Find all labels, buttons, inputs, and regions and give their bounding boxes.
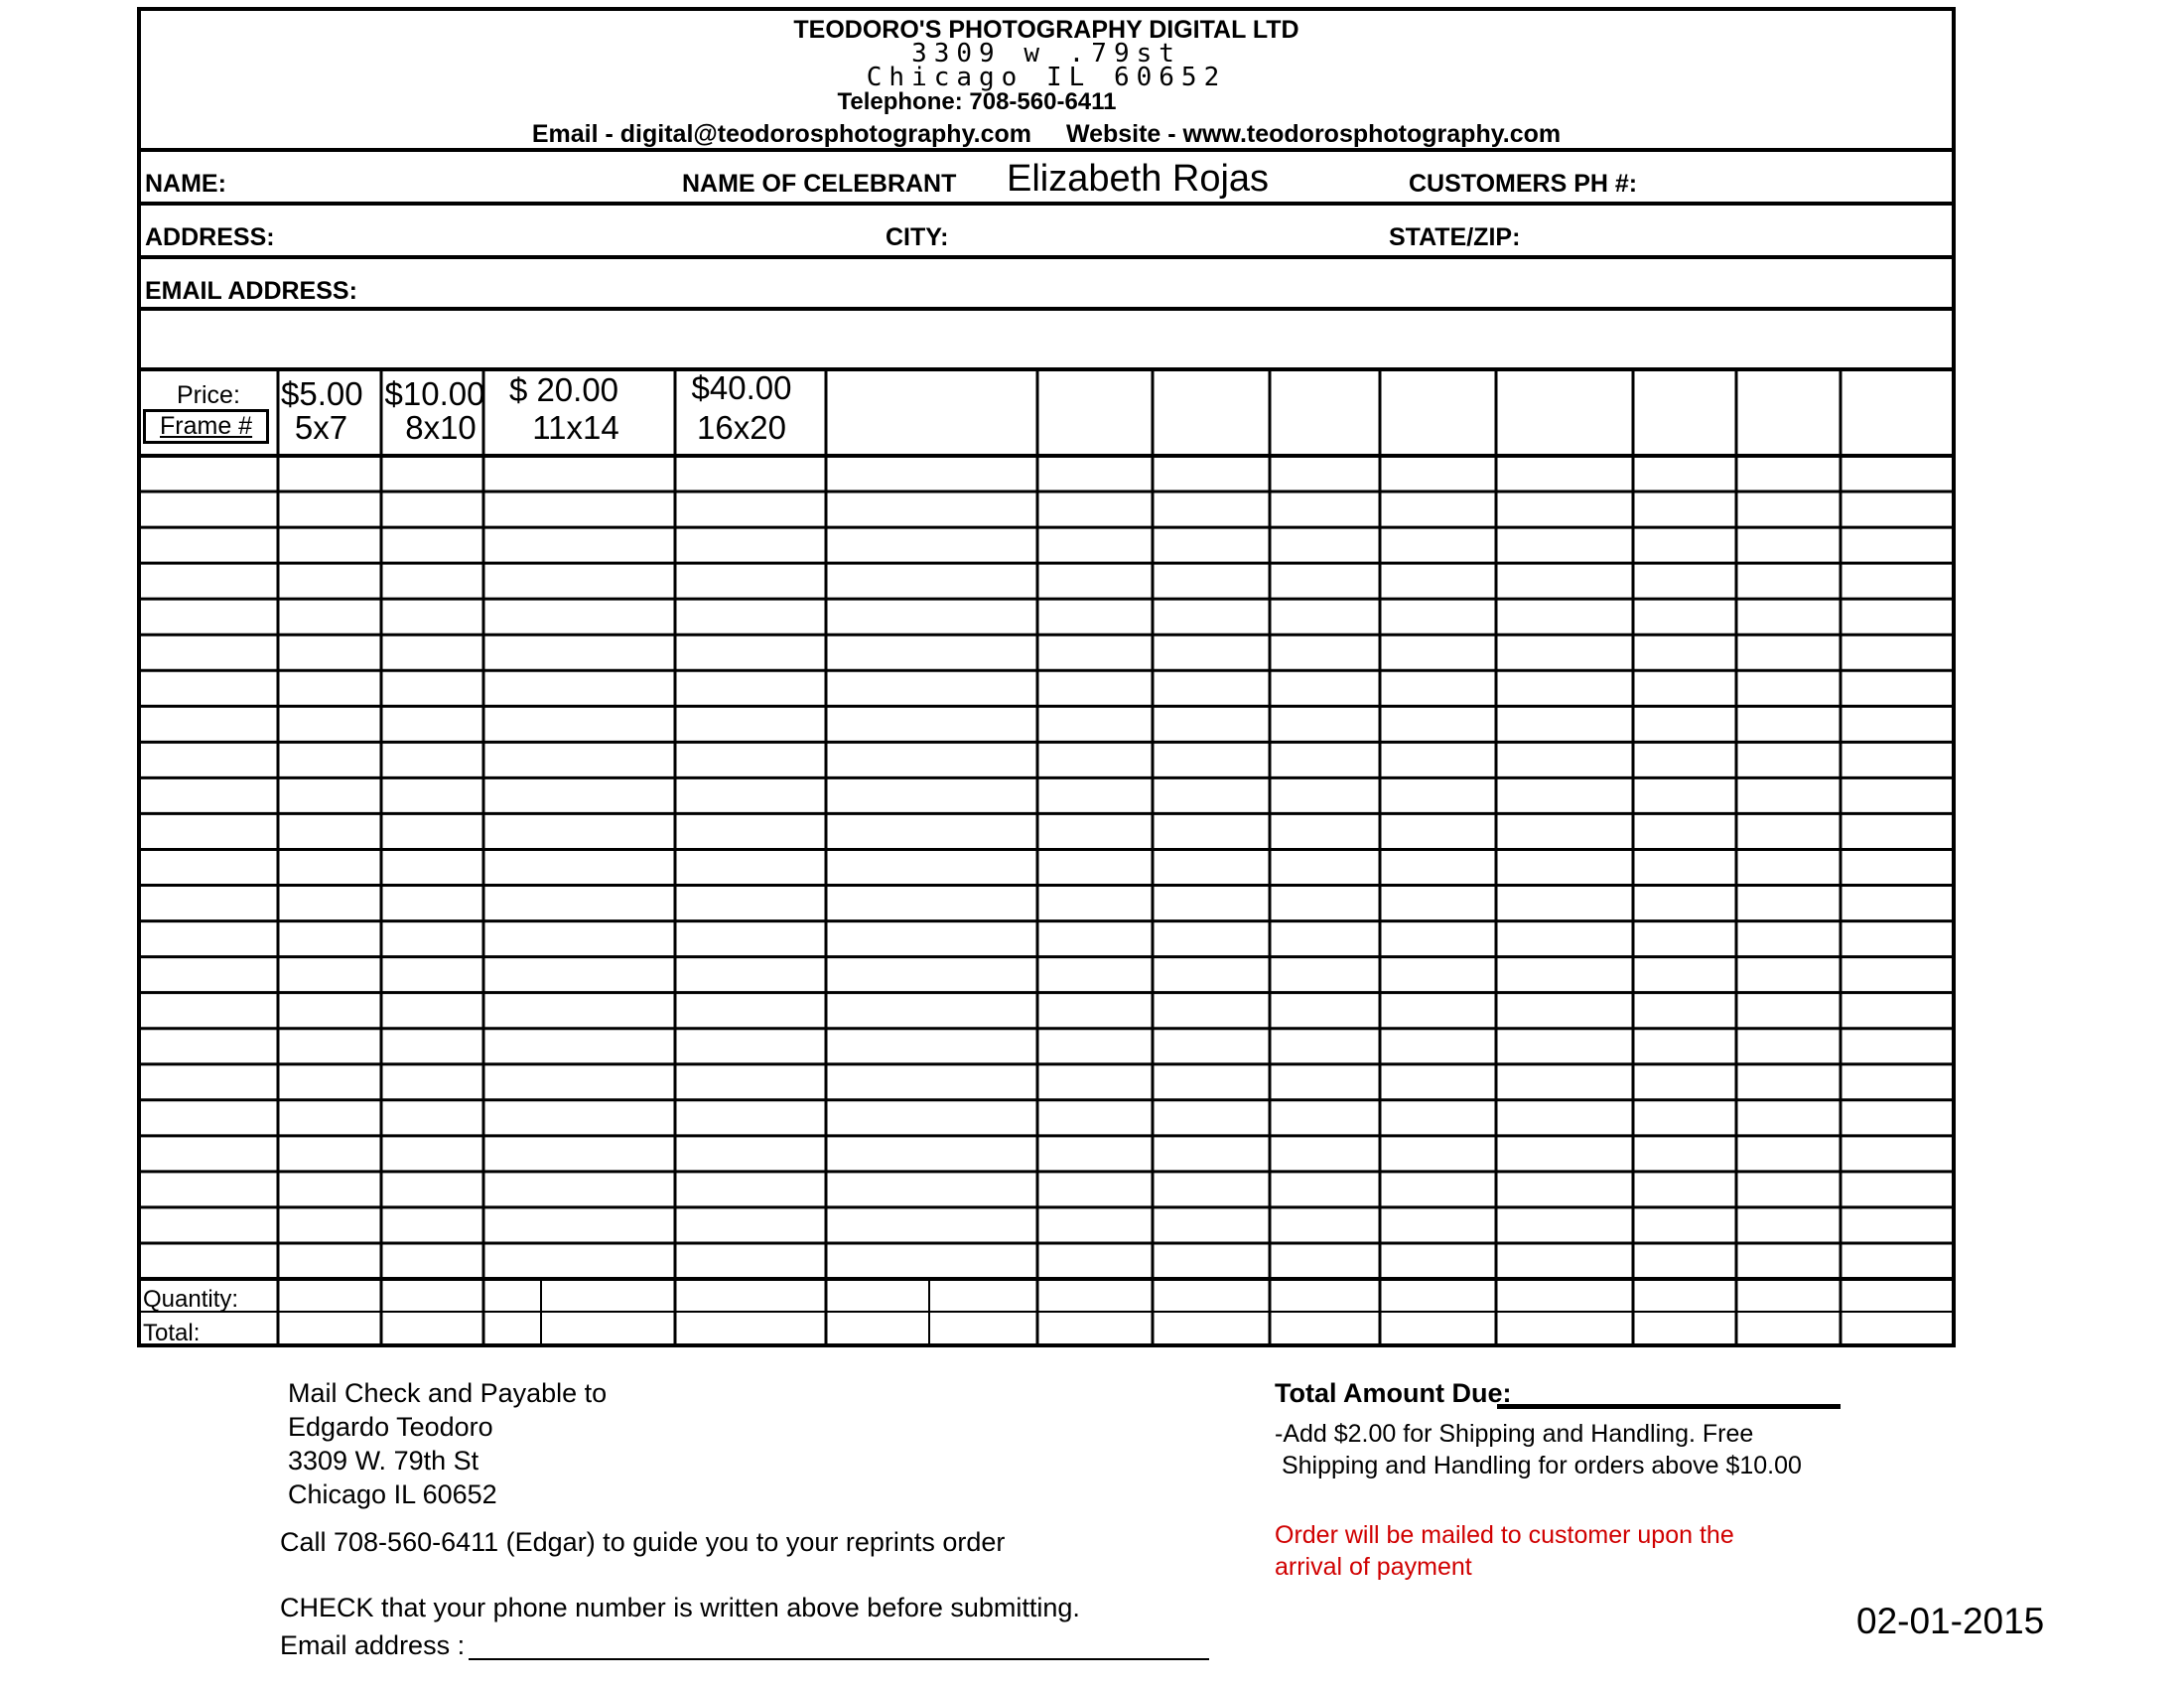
mailing-notice-2: arrival of payment: [1275, 1553, 1472, 1581]
price-8x10: $10.00: [384, 375, 485, 412]
contact-line: [141, 120, 1952, 149]
mail-line: 3309 W. 79th St: [288, 1446, 479, 1476]
company-city: Chicago IL 60652: [866, 63, 1227, 92]
mailing-notice-1: Order will be mailed to customer upon the: [1275, 1521, 1734, 1549]
shipping-note-1: -Add $2.00 for Shipping and Handling. Free: [1275, 1420, 1754, 1448]
order-form: [137, 7, 1956, 1347]
size-16x20: 16x20: [697, 409, 786, 446]
call-note: Call 708-560-6411 (Edgar) to guide you to your reprints order: [280, 1527, 1006, 1557]
celebrant-value[interactable]: Elizabeth Rojas: [1007, 158, 1270, 200]
price-label: Price:: [177, 381, 240, 409]
size-5x7: 5x7: [294, 409, 348, 446]
check-note: CHECK that your phone number is written above before submitting.: [280, 1593, 1080, 1622]
address-label: ADDRESS:: [145, 223, 275, 251]
email-row: [141, 259, 1952, 311]
name-label: NAME:: [145, 170, 226, 198]
mail-line: Mail Check and Payable to: [288, 1378, 608, 1408]
order-grid: [141, 371, 1952, 1347]
company-name: TEODORO'S PHOTOGRAPHY DIGITAL LTD: [793, 16, 1299, 44]
city-label: CITY:: [886, 223, 949, 251]
form-header: [141, 11, 1952, 152]
quantity-label: Quantity:: [143, 1286, 239, 1313]
mail-line: Edgardo Teodoro: [288, 1412, 493, 1442]
celebrant-label: NAME OF CELEBRANT: [682, 170, 957, 198]
company-telephone: Telephone: 708-560-6411: [837, 88, 1117, 115]
shipping-note-2: Shipping and Handling for orders above $10.00: [1275, 1452, 1802, 1479]
company-email: Email - digital@teodorosphotography.com: [531, 120, 1031, 148]
total-due-label: Total Amount Due:: [1275, 1378, 1512, 1408]
state-zip-label: STATE/ZIP:: [1389, 223, 1521, 251]
email-line-label: Email address :: [280, 1630, 466, 1660]
price-5x7: $5.00: [281, 375, 363, 412]
blank-row: [141, 311, 1952, 371]
address-row: [141, 206, 1952, 259]
frame-label: Frame #: [143, 409, 269, 444]
total-due-line[interactable]: [1497, 1404, 1841, 1409]
email-label: EMAIL ADDRESS:: [145, 277, 357, 305]
company-website: Website - www.teodorosphotography.com: [1065, 120, 1562, 148]
total-label: Total:: [143, 1320, 201, 1346]
name-row: [141, 152, 1952, 206]
company-street: 3309 w .79st: [911, 39, 1181, 69]
price-16x20: $40.00: [691, 369, 792, 406]
size-11x14: 11x14: [532, 409, 619, 446]
price-11x14: $ 20.00: [508, 371, 619, 408]
email-signature-line[interactable]: [469, 1658, 1209, 1660]
size-8x10: 8x10: [405, 409, 477, 446]
form-date: 02-01-2015: [1856, 1601, 2045, 1641]
grid-lines: [141, 371, 1952, 1347]
mail-line: Chicago IL 60652: [288, 1479, 497, 1509]
phone-label: CUSTOMERS PH #:: [1409, 170, 1638, 198]
